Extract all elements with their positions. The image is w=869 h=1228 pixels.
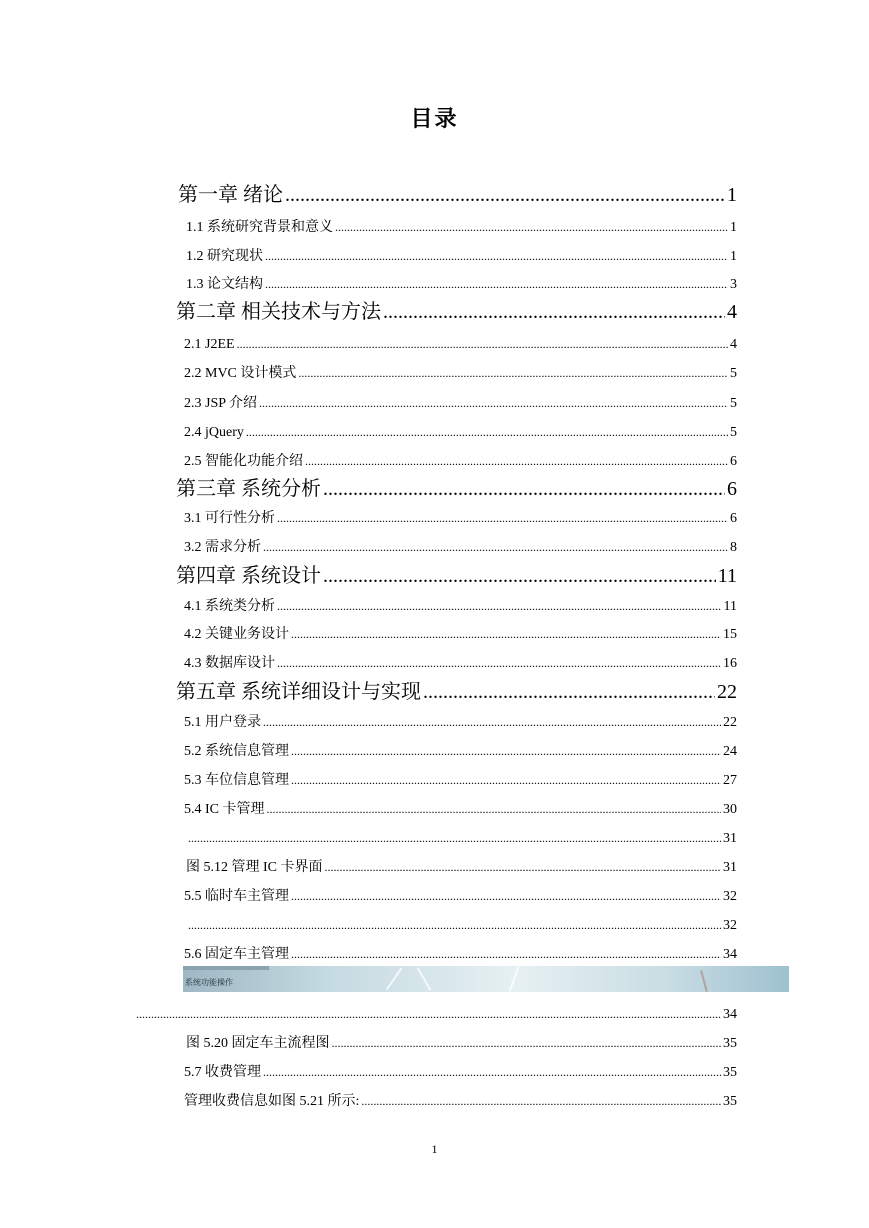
toc-entry[interactable] — [184, 741, 737, 761]
toc-entry[interactable] — [184, 422, 737, 442]
toc-entry[interactable] — [184, 1091, 737, 1111]
toc-entry[interactable] — [184, 393, 737, 413]
toc-page: 3 — [730, 277, 737, 292]
toc-leader — [263, 712, 721, 732]
toc-page: 30 — [723, 802, 737, 817]
toc-entry[interactable] — [184, 886, 737, 906]
toc-leader — [277, 596, 722, 616]
toc-leader — [423, 679, 715, 705]
toc-leader — [291, 741, 721, 761]
toc-leader — [277, 653, 721, 673]
toc-page: 5 — [730, 396, 737, 411]
decor-stroke — [386, 968, 403, 990]
banner-menu-item: 系统功能操作 — [185, 978, 233, 987]
toc-leader — [291, 770, 721, 790]
toc-leader — [277, 508, 728, 528]
toc-page: 34 — [723, 947, 737, 962]
toc-label: 2.2 MVC 设计模式 — [184, 366, 297, 381]
toc-page: 32 — [723, 889, 737, 904]
toc-label: 2.3 JSP 介绍 — [184, 396, 258, 411]
toc-entry[interactable] — [186, 828, 737, 848]
toc-entry[interactable] — [176, 563, 737, 589]
toc-page: 6 — [730, 454, 737, 469]
toc-leader — [136, 1004, 721, 1024]
toc-leader — [291, 624, 721, 644]
toc-entry[interactable] — [184, 944, 737, 964]
toc-entry[interactable] — [184, 363, 737, 383]
toc-page: 32 — [723, 918, 737, 933]
toc-leader — [246, 422, 728, 442]
toc-leader — [265, 246, 728, 266]
toc-leader — [323, 563, 716, 589]
toc-label: 1.1 系统研究背景和意义 — [186, 220, 333, 235]
toc-label: 4.2 关键业务设计 — [184, 627, 289, 642]
toc-entry[interactable] — [184, 596, 737, 616]
toc-label: 图 5.12 管理 IC 卡界面 — [186, 860, 323, 875]
toc-leader — [285, 182, 725, 208]
toc-page: 15 — [723, 627, 737, 642]
toc-leader — [291, 886, 721, 906]
toc-label: 4.1 系统类分析 — [184, 599, 275, 614]
toc-label: 5.5 临时车主管理 — [184, 889, 289, 904]
toc-page: 24 — [723, 744, 737, 759]
toc-label: 管理收费信息如图 5.21 所示: — [184, 1094, 360, 1109]
toc-page: 22 — [723, 715, 737, 730]
decor-stroke — [417, 967, 432, 991]
toc-entry[interactable] — [186, 217, 737, 237]
toc-label: 2.5 智能化功能介绍 — [184, 454, 303, 469]
toc-page: 35 — [723, 1036, 737, 1051]
toc-page: 1 — [727, 184, 737, 206]
embedded-screenshot-fragment — [183, 966, 789, 992]
decor-stroke — [509, 966, 520, 991]
toc-entry[interactable] — [184, 1062, 737, 1082]
toc-label: 第三章 系统分析 — [176, 478, 321, 500]
toc-label: 4.3 数据库设计 — [184, 656, 275, 671]
toc-leader — [237, 334, 728, 354]
toc-leader — [267, 799, 722, 819]
toc-leader — [361, 1091, 721, 1111]
toc-label: 2.4 jQuery — [184, 425, 244, 440]
toc-page: 31 — [723, 860, 737, 875]
toc-page: 35 — [723, 1094, 737, 1109]
toc-label: 3.2 需求分析 — [184, 540, 261, 555]
toc-leader — [188, 915, 721, 935]
toc-label: 5.7 收费管理 — [184, 1065, 261, 1080]
toc-leader — [291, 944, 721, 964]
toc-entry[interactable] — [184, 712, 737, 732]
toc-entry[interactable] — [184, 537, 737, 557]
toc-entry[interactable] — [184, 624, 737, 644]
toc-label: 2.1 J2EE — [184, 337, 235, 352]
toc-entry[interactable] — [186, 857, 737, 877]
toc-page: 5 — [730, 366, 737, 381]
toc-entry[interactable] — [184, 799, 737, 819]
toc-page: 6 — [727, 478, 737, 500]
toc-entry[interactable] — [184, 334, 737, 354]
toc-entry[interactable] — [184, 770, 737, 790]
toc-page: 6 — [730, 511, 737, 526]
toc-label: 5.4 IC 卡管理 — [184, 802, 265, 817]
toc-leader — [263, 537, 728, 557]
toc-page: 11 — [723, 599, 737, 614]
toc-page: 16 — [723, 656, 737, 671]
toc-page: 31 — [723, 831, 737, 846]
toc-entry[interactable] — [186, 1033, 737, 1053]
decor-stroke — [700, 970, 708, 992]
toc-entry[interactable] — [176, 299, 737, 325]
toc-page: 11 — [717, 565, 737, 587]
toc-entry[interactable] — [178, 182, 737, 208]
toc-page: 5 — [730, 425, 737, 440]
toc-page: 35 — [723, 1065, 737, 1080]
toc-page: 22 — [717, 681, 737, 703]
toc-entry[interactable] — [186, 915, 737, 935]
toc-entry[interactable] — [184, 451, 737, 471]
toc-page: 4 — [730, 337, 737, 352]
toc-leader — [188, 828, 721, 848]
toc-entry[interactable] — [134, 1004, 737, 1024]
toc-leader — [265, 274, 728, 294]
toc-leader — [323, 476, 725, 502]
toc-leader — [263, 1062, 721, 1082]
toc-label: 第一章 绪论 — [178, 184, 283, 206]
toc-entry[interactable] — [176, 679, 737, 705]
toc-label: 图 5.20 固定车主流程图 — [186, 1036, 330, 1051]
toc-label: 5.1 用户登录 — [184, 715, 261, 730]
toc-page: 1 — [730, 249, 737, 264]
toc-page: 1 — [730, 220, 737, 235]
toc-entry[interactable] — [176, 476, 737, 502]
toc-entry[interactable] — [184, 508, 737, 528]
toc-label: 1.3 论文结构 — [186, 277, 263, 292]
toc-label: 第四章 系统设计 — [176, 565, 321, 587]
page-number: 1 — [431, 1142, 438, 1156]
toc-entry[interactable] — [186, 246, 737, 266]
cropped-menu-row — [183, 966, 269, 970]
toc-page: 27 — [723, 773, 737, 788]
toc-label: 5.6 固定车主管理 — [184, 947, 289, 962]
toc-entry[interactable] — [184, 653, 737, 673]
toc-page: 8 — [730, 540, 737, 555]
toc-page: 34 — [723, 1007, 737, 1022]
toc-leader — [259, 393, 728, 413]
toc-label: 第五章 系统详细设计与实现 — [176, 681, 421, 703]
toc-label: 1.2 研究现状 — [186, 249, 263, 264]
toc-leader — [332, 1033, 722, 1053]
toc-leader — [298, 363, 728, 383]
toc-leader — [383, 299, 725, 325]
toc-leader — [325, 857, 722, 877]
toc-leader — [335, 217, 728, 237]
toc-leader — [305, 451, 728, 471]
toc-label: 3.1 可行性分析 — [184, 511, 275, 526]
page-title: 目录 — [410, 107, 459, 132]
toc-entry[interactable] — [186, 274, 737, 294]
toc-label: 5.3 车位信息管理 — [184, 773, 289, 788]
toc-page: 4 — [727, 301, 737, 323]
toc-label: 5.2 系统信息管理 — [184, 744, 289, 759]
toc-label: 第二章 相关技术与方法 — [176, 301, 381, 323]
